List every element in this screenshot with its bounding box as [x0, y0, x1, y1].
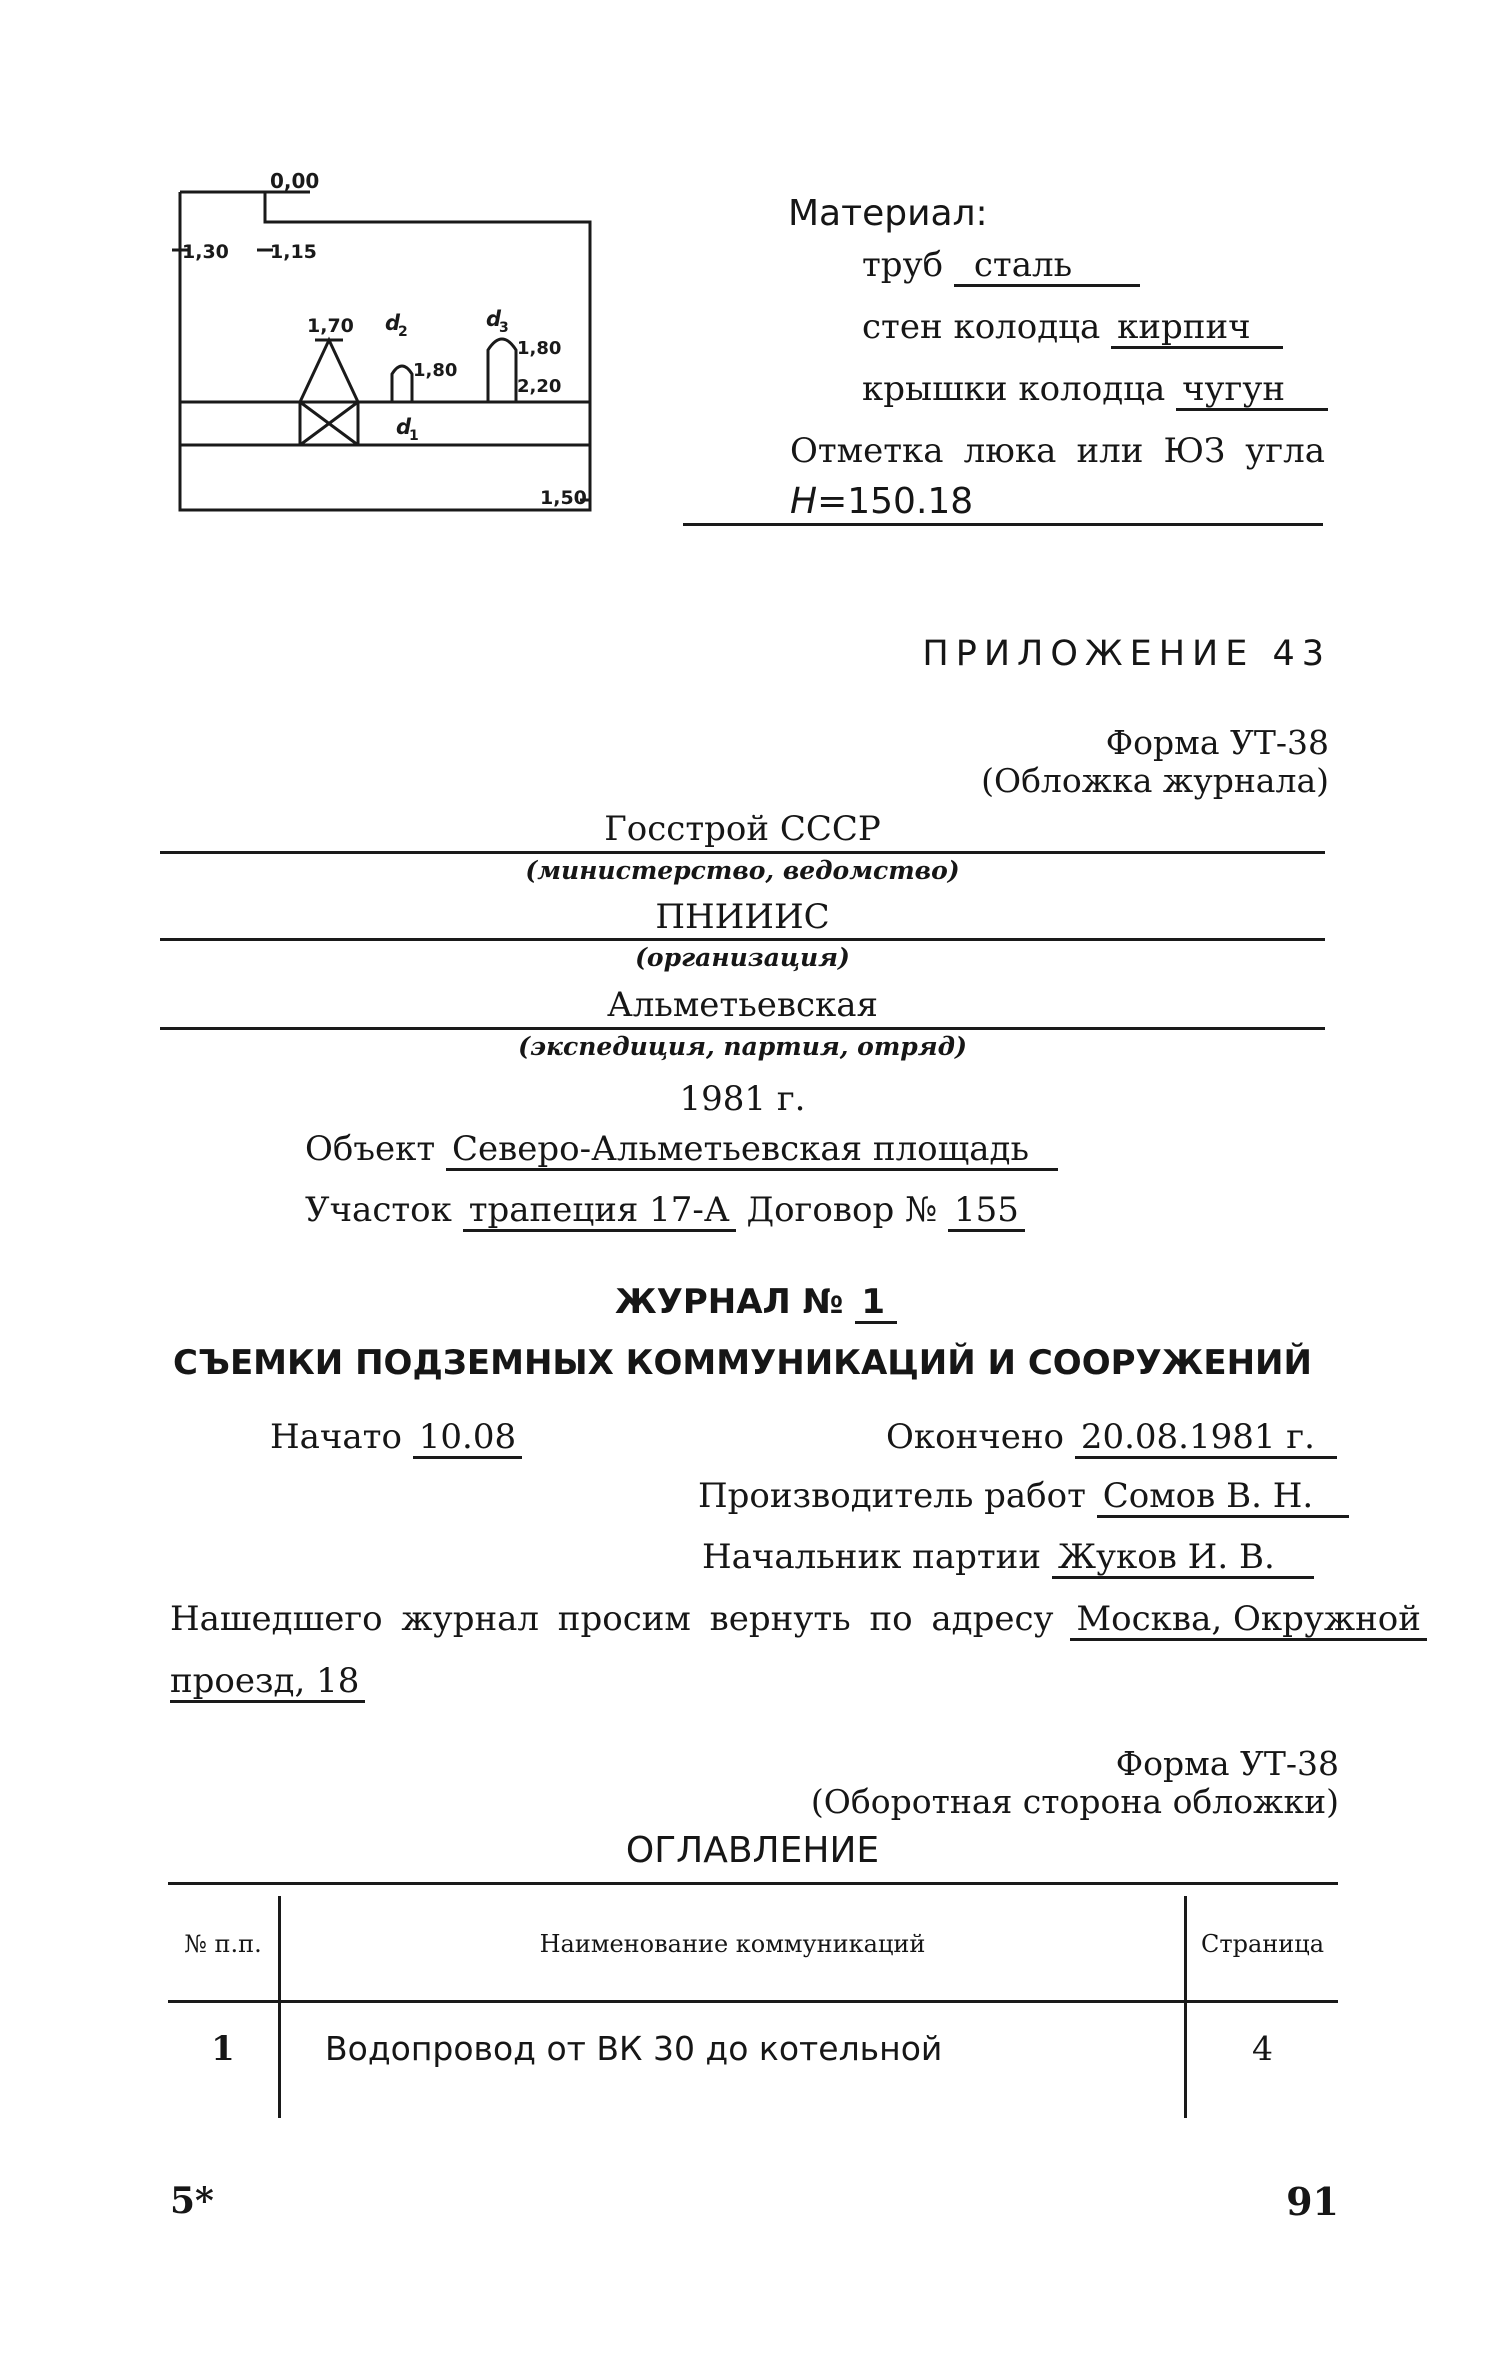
toc-header-page: Страница: [1200, 1930, 1325, 1958]
material-cover-label: крышки колодца: [862, 369, 1166, 409]
started-label: Начато: [270, 1417, 402, 1457]
material-pipes-label: труб: [862, 245, 944, 285]
cover-contract-label: Договор №: [746, 1190, 938, 1230]
return-address1: Москва, Окружной: [1070, 1602, 1427, 1641]
journal-subtitle: СЪЕМКИ ПОДЗЕМНЫХ КОММУНИКАЦИЙ И СООРУЖЕНИЙ: [173, 1343, 1312, 1383]
diagram-label-170: 1,70: [307, 315, 354, 337]
finished-label: Окончено: [886, 1417, 1064, 1457]
cover-year: 1981 г.: [679, 1079, 806, 1119]
cover-section-row: [305, 1190, 1025, 1232]
toc-table-col-divider-1: [278, 1896, 281, 2118]
cover-organization-caption: (организация): [635, 943, 850, 972]
diagram-label-d3-sub: 3: [499, 320, 509, 336]
cover-object-label: Объект: [305, 1129, 436, 1169]
diagram-label-d1-sub: 1: [409, 428, 419, 444]
started-value: 10.08: [413, 1420, 522, 1459]
toc-table-col-divider-2: [1184, 1896, 1187, 2118]
material-walls-row: [862, 307, 1283, 349]
cover-organization-rule: [160, 938, 1325, 941]
cover-section-value: трапеция 17-А: [463, 1193, 736, 1232]
toc-table-top-rule: [168, 1882, 1338, 1885]
toc-header-name: Наименование коммуникаций: [539, 1930, 926, 1958]
page-number: 91: [1286, 2179, 1339, 2224]
toc-table: [168, 1882, 1338, 2122]
diagram-label-115: 1,15: [270, 241, 317, 263]
journal-title-row: [615, 1282, 897, 1324]
material-pipes-value: сталь: [954, 248, 1140, 287]
return-text: Нашедшего журнал просим вернуть по адресу: [170, 1599, 1054, 1639]
diagram-label-d3: d: [486, 307, 502, 331]
appendix-title: ПРИЛОЖЕНИЕ 43: [922, 634, 1331, 674]
diagram-label-000: 0,00: [270, 170, 320, 193]
material-cover-value: чугун: [1176, 372, 1328, 411]
cover-section-label: Участок: [305, 1190, 452, 1230]
cover-organization: ПНИИИС: [655, 897, 830, 937]
cover-expedition-caption: (экспедиция, партия, отряд): [518, 1032, 967, 1061]
chief-label: Начальник партии: [702, 1537, 1041, 1577]
diagram-label-220: 2,20: [517, 376, 562, 397]
producer-label: Производитель работ: [698, 1476, 1086, 1516]
finished-row: [886, 1417, 1337, 1459]
material-h-value: =150.18: [817, 481, 974, 522]
journal-title-number: 1: [855, 1285, 897, 1324]
material-h-label: H: [790, 481, 818, 522]
diagram-label-d2-sub: 2: [398, 324, 408, 340]
producer-value: Сомов В. Н.: [1097, 1479, 1349, 1518]
footer-left: 5*: [170, 2180, 214, 2222]
diagram-label-d1: d: [396, 415, 412, 439]
cover-object-row: [305, 1129, 1058, 1171]
material-cover-row: [862, 369, 1328, 411]
material-heading: Материал:: [788, 193, 988, 234]
return-address2: проезд, 18: [170, 1664, 365, 1703]
diagram-label-150: 1,50: [540, 487, 587, 509]
cover-expedition-rule: [160, 1027, 1325, 1030]
material-mark-label: Отметка люка или ЮЗ угла: [790, 431, 1325, 471]
toc-row-num: 1: [211, 2029, 235, 2069]
toc-row-page: 4: [1252, 2029, 1273, 2068]
material-h-row: [790, 481, 974, 522]
cover-expedition: Альметьевская: [606, 985, 879, 1025]
producer-row: [698, 1476, 1349, 1518]
cover-ministry-caption: (министерство, ведомство): [525, 856, 960, 885]
started-row: [270, 1417, 522, 1459]
cover-ministry-rule: [160, 851, 1325, 854]
material-h-rule: [683, 523, 1323, 526]
chief-value: Жуков И. В.: [1052, 1540, 1314, 1579]
toc-row-name: Водопровод от ВК 30 до котельной: [325, 2029, 943, 2068]
back-form-line1: Форма УТ-38: [1115, 1744, 1339, 1783]
material-walls-label: стен колодца: [862, 307, 1101, 347]
back-form-line2: (Оборотная сторона обложки): [810, 1782, 1339, 1821]
cover-object-value: Северо-Альметьевская площадь: [446, 1132, 1058, 1171]
appendix-form-line1: Форма УТ-38: [1105, 723, 1329, 762]
appendix-form-line2: (Обложка журнала): [981, 761, 1329, 800]
return-row2: [170, 1661, 365, 1703]
finished-value: 20.08.1981 г.: [1075, 1420, 1337, 1459]
material-walls-value: кирпич: [1111, 310, 1283, 349]
diagram-label-130: 1,30: [182, 241, 229, 263]
chief-row: [702, 1537, 1314, 1579]
well-diagram: [160, 170, 610, 530]
toc-table-header-rule: [168, 2000, 1338, 2003]
diagram-label-d2: d: [385, 311, 401, 335]
diagram-label-180a: 1,80: [413, 360, 458, 381]
toc-header-num: № п.п.: [184, 1930, 262, 1958]
diagram-label-180b: 1,80: [517, 338, 562, 359]
cover-contract-value: 155: [948, 1193, 1025, 1232]
journal-title-label: ЖУРНАЛ №: [615, 1282, 844, 1322]
material-pipes-row: [862, 245, 1140, 287]
cover-ministry: Госстрой СССР: [604, 809, 881, 849]
toc-title: ОГЛАВЛЕНИЕ: [625, 1830, 880, 1871]
return-row: [170, 1599, 1427, 1641]
